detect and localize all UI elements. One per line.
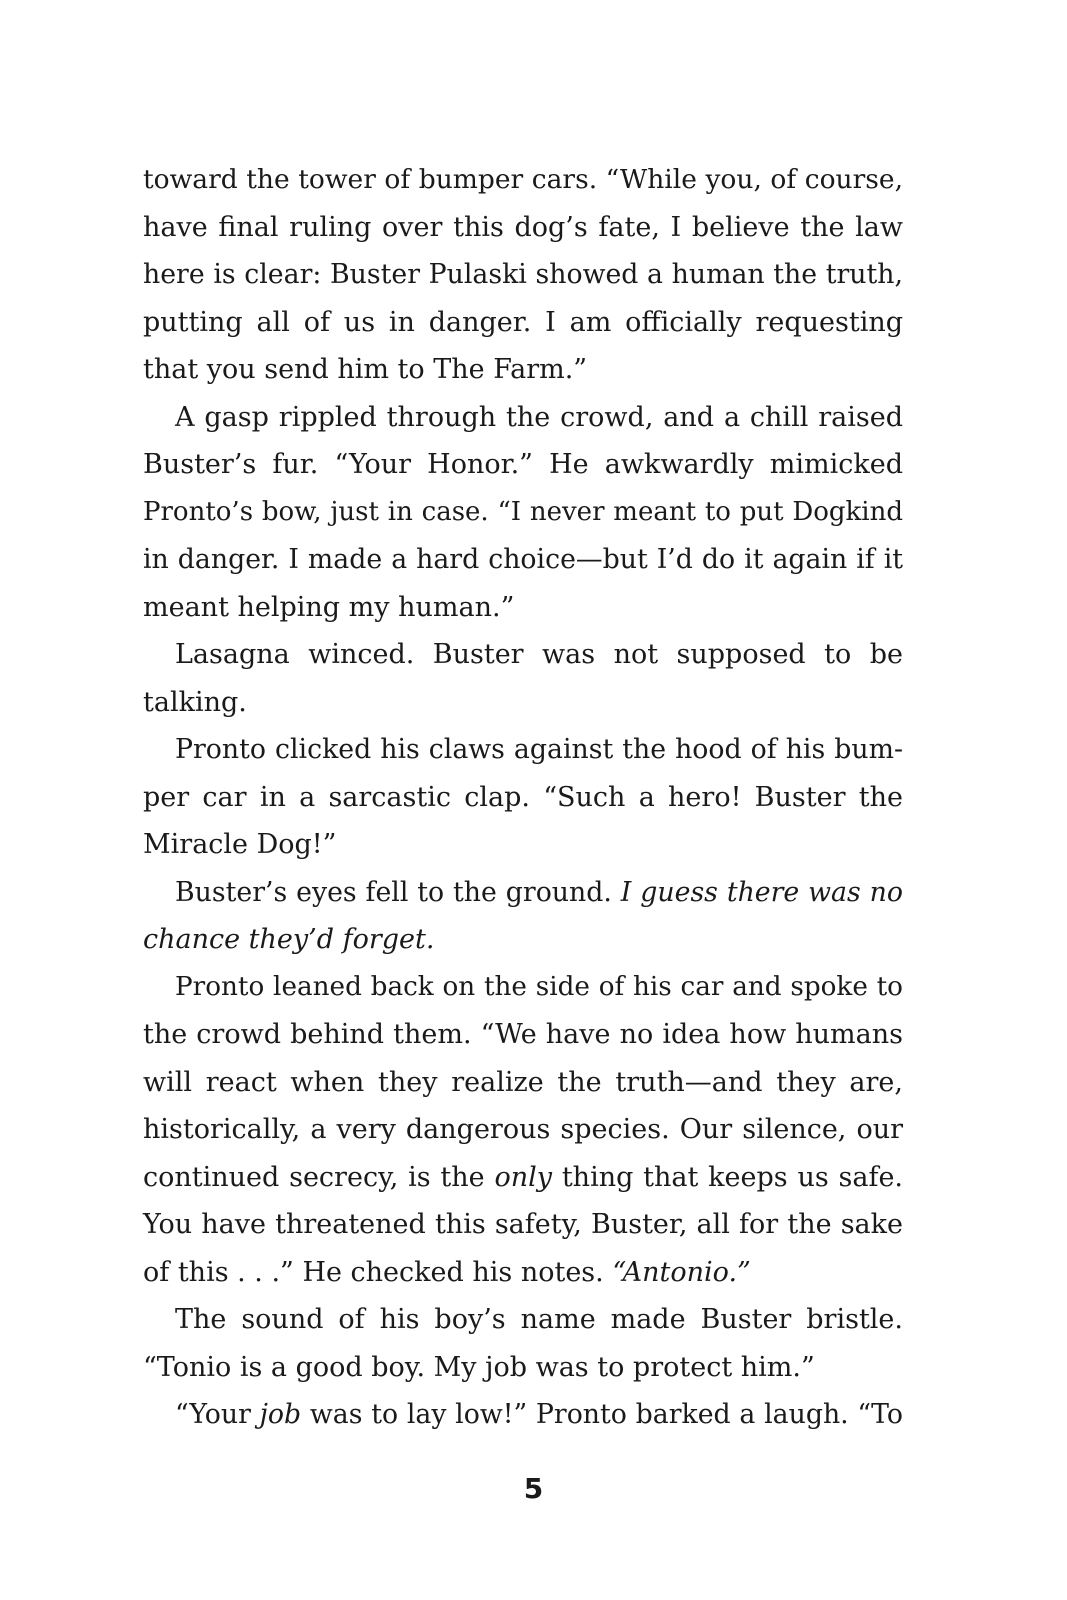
page-number: 5	[523, 1472, 544, 1505]
text-segment: was to lay low!” Pronto barked a laugh. “To	[301, 1399, 903, 1430]
text-segment: historically, a very dangerous species. Our silence, our	[143, 1114, 903, 1145]
text-line	[143, 489, 903, 537]
text-line	[143, 1106, 903, 1154]
text-segment: that you send him to The Farm.”	[143, 354, 588, 385]
text-segment: Pronto’s bow, just in case. “I never meant to put Dogkind	[143, 496, 903, 527]
text-line	[143, 774, 903, 822]
text-line	[143, 1011, 903, 1059]
text-line	[143, 394, 903, 442]
italic-text: chance they’d forget.	[143, 924, 435, 955]
text-line	[143, 1154, 903, 1202]
text-segment: of this . . .” He checked his notes.	[143, 1256, 613, 1288]
text-segment: Buster’s fur. “Your Honor.” He awkwardly mimicked	[143, 449, 903, 480]
text-segment: putting all of us in danger. I am officially requesting	[143, 306, 903, 338]
text-line	[143, 204, 903, 252]
text-line	[143, 346, 903, 394]
text-line	[143, 726, 903, 774]
text-segment: will react when they realize the truth—and they are,	[143, 1066, 903, 1098]
text-line	[143, 1296, 903, 1344]
text-segment: “Tonio is a good boy. My job was to protect him.”	[143, 1351, 815, 1383]
text-segment: meant helping my human.”	[143, 591, 515, 623]
text-line	[143, 441, 903, 489]
text-segment: You have threatened this safety, Buster, all for the sake	[143, 1209, 903, 1240]
italic-text: “Antonio.”	[612, 1256, 751, 1288]
text-line	[143, 584, 903, 632]
text-line	[143, 299, 903, 347]
text-segment: continued secrecy, is the	[143, 1161, 495, 1193]
text-line	[143, 916, 903, 964]
text-line	[143, 251, 903, 299]
text-segment: thing that keeps us safe.	[552, 1161, 904, 1193]
text-segment: A gasp rippled through the crowd, and a chill raised	[175, 401, 903, 433]
text-segment: in danger. I made a hard choice—but I’d do it again if it	[143, 544, 903, 575]
text-segment: talking.	[143, 686, 247, 718]
text-line	[143, 156, 903, 204]
text-line	[143, 1391, 903, 1439]
text-segment: Buster’s eyes fell to the ground.	[175, 876, 621, 908]
text-line	[143, 869, 903, 917]
text-segment: per car in a sarcastic clap. “Such a hero! Buster the	[143, 781, 903, 813]
text-segment: Pronto leaned back on the side of his car and spoke to	[175, 971, 903, 1002]
text-segment: “Your	[175, 1399, 260, 1430]
text-segment: Pronto clicked his claws against the hood of his bum-	[175, 734, 903, 765]
italic-text: I guess there was no	[620, 876, 903, 908]
text-segment: have final ruling over this dog’s fate, I believe the law	[143, 211, 903, 243]
page-body-text	[143, 156, 903, 1439]
text-line	[143, 821, 903, 869]
text-line	[143, 679, 903, 727]
text-segment: The sound of his boy’s name made Buster bristle.	[175, 1304, 903, 1335]
text-line	[143, 1249, 903, 1297]
text-line	[143, 964, 903, 1012]
text-segment: the crowd behind them. “We have no idea how humans	[143, 1019, 903, 1050]
text-line	[143, 1344, 903, 1392]
text-line	[143, 536, 903, 584]
text-line	[143, 631, 903, 679]
italic-text: job	[259, 1399, 302, 1430]
text-line	[143, 1059, 903, 1107]
text-segment: Miracle Dog!”	[143, 829, 337, 860]
text-segment: here is clear: Buster Pulaski showed a human the truth,	[143, 259, 903, 290]
text-segment: Lasagna winced. Buster was not supposed to be	[175, 639, 903, 670]
italic-text: only	[494, 1161, 553, 1193]
text-line	[143, 1201, 903, 1249]
text-segment: toward the tower of bumper cars. “While you, of course,	[143, 164, 903, 195]
